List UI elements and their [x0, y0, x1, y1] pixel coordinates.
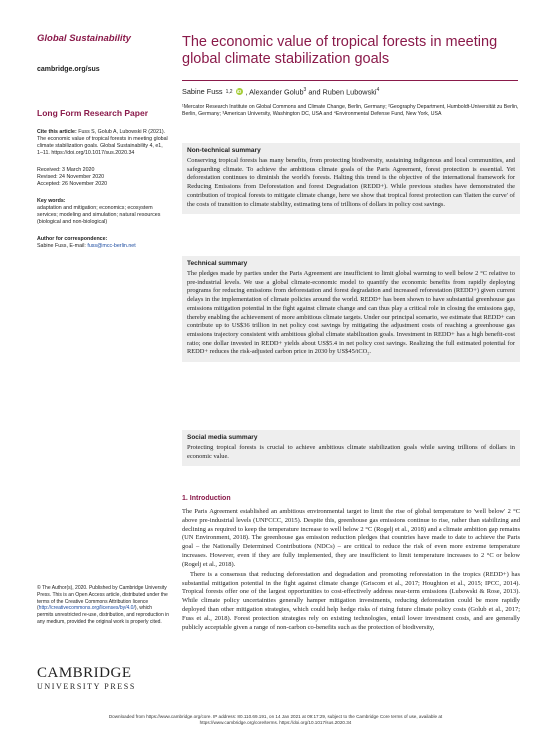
orcid-icon[interactable]: iD [236, 89, 242, 95]
author-line [182, 87, 522, 96]
license-prefix: © The Author(s), 2020. Published by Cambridge University Press. This is an Open Access article, distributed under the terms of the Creative Commons Attribution licence ( [37, 585, 168, 612]
paragraph: There is a consensus that reducing deforestation and degradation and promoting reforestation in the tropics (REDD+) has substantial mitigation potential in the fight against climate change (Griscom et al., 2017; Houghton et al., 2015; IPCC, 2014). Tropical forests offer one of the largest opportunities to cost-effectively address near-term emissions (Lubowski & Rose, 2013). While climate policy uncertainties generally hamper mitigation investments, reducing deforestation could be more rapidly deployed than other mitigation strategies, which could help hedge risks of rising future climate policy costs (Golub et al., 2017; Fuss et al., 2018). Forest protection strategies rely on existing technologies, entail lower investment costs, and are generally publicly acceptable given a range of non-carbon co-benefits such as the protection of biodiversity, [182, 570, 520, 631]
technical-summary [182, 256, 520, 362]
revised-date: Revised: 24 November 2020 [37, 174, 105, 181]
footer-line-1: Downloaded from https://www.cambridge.org/core. IP address: 80.110.69.191, on 14 Jan 2021 at 09:17:29, subject to the Cambridge Core terms of use, available at [108, 714, 443, 719]
received-date: Received: 3 March 2020 [37, 167, 95, 174]
social-media-summary-heading: Social media summary [187, 434, 258, 441]
license-notice [37, 585, 169, 626]
author-name-2: , Alexander Golub [245, 87, 304, 97]
author-name-3: and Ruben Lubowski [306, 87, 377, 97]
author-affiliation-sup-2: 3 [303, 87, 307, 93]
author-name: Sabine Fuss [182, 87, 223, 97]
dates-block [37, 167, 169, 188]
publisher-logo [37, 666, 136, 691]
correspondence-line [37, 243, 169, 250]
social-media-summary [182, 430, 520, 466]
accepted-date: Accepted: 26 November 2020 [37, 181, 108, 188]
author-affiliation-sup: 1,2 [225, 88, 233, 95]
citation-block [37, 129, 169, 157]
affiliations: ¹Mercator Research Institute on Global Commons and Climate Change, Berlin, Germany; ²Geography Department, Humboldt-Universität zu Berlin, Berlin, Germany; ³American University, Washington DC, USA and ⁴Environmental Defense Fund, New York, USA [182, 104, 519, 118]
correspondence-email-link[interactable]: fuss@mcc-berlin.net [87, 243, 136, 250]
non-technical-summary-heading: Non-technical summary [187, 147, 261, 154]
technical-summary-heading: Technical summary [187, 260, 248, 267]
keywords-list: adaptation and mitigation; economics; ecosystem services; modeling and simulation; natural resources (biological and non-biological) [37, 205, 161, 226]
non-technical-summary [182, 143, 520, 214]
author-rest [246, 87, 380, 96]
logo-line-2: UNIVERSITY PRESS [37, 682, 136, 691]
download-footer [0, 714, 551, 727]
paragraph: The Paris Agreement established an ambitious environmental target to limit the rise of global temperature to 'well below' 2 °C above pre-industrial levels (UNFCCC, 2015). Despite this, greenhouse gas emissions continue to rise, rather than stabilizing and declining as required to keep the temperature increase to well below 2 °C (Rogelj et al., 2018) and a climate ambition gap remains (UN Environment, 2018). The greenhouse gas emission reduction pledges that countries have made to date to achieve the Paris goal – the Nationally Determined Contributions (NDCs) – are critical to reduce the risk of even more extreme temperature increases. However, even if they are fully implemented, they are insufficient to limit temperature increases to 2 °C or below (Rogelj et al., 2018). [182, 508, 520, 568]
article-sidebar [37, 108, 169, 260]
journal-site-link[interactable]: cambridge.org/sus [37, 66, 100, 73]
title-rule [182, 80, 518, 81]
keywords-label: Key words: [37, 198, 66, 205]
introduction-text [182, 508, 520, 634]
correspondence-name: Sabine Fuss, E-mail: [37, 243, 88, 250]
cite-text: Fuss S, Golub A, Lubowski R (2021). The economic value of tropical forests in meeting global climate stabilization goals. Global Sustainability 4, e1, 1–11. https://doi.org/10.1017/sus.2020.34 [37, 129, 168, 157]
keywords-block [37, 198, 169, 226]
technical-summary-body: The pledges made by parties under the Paris Agreement are insufficient to limit global warming to well below 2 °C relative to pre-industrial levels. We use a global climate-economic model to quantify the economic benefits from rapidly deploying programs for reducing emissions from deforestation and forest degradation and increased reforestation (REDD+) given current delays in the implementation of climate policies around the world. REDD+ has been shown to have substantial greenhouse gas emissions mitigation potential in the fight against climate change and can thus play a critical role in closing the emissions gap, thereby enabling the achievement of more ambitious climate targets. Under our principal scenario, we estimate that REDD+ can contribute up to US$36 trillion in net policy cost savings by mitigating the adjustment costs of reaching a greenhouse gas emissions trajectory consistent with ambitious global climate stabilization goals. Investment in REDD+ has a high benefit-cost ratio; one dollar invested in REDD+ yields about US$5.4 in net policy cost savings. Realizing the full estimated potential for REDD+ reduces the risk-adjusted carbon price in 2030 by US$45/tCO₂. [187, 270, 515, 356]
journal-name: Global Sustainability [37, 33, 131, 44]
correspondence-block [37, 236, 169, 250]
article-title: The economic value of tropical forests in meeting global climate stabilization goals [182, 34, 498, 67]
non-technical-summary-body: Conserving tropical forests has many benefits, from protecting biodiversity, sustaining indigenous and local communities, and safeguarding climate. To achieve the ambitious climate goals of the Paris Agreement, forest protection is essential. Yet deforestation continues to diminish the world's forests. Halting this trend is the objective of the international framework for Reducing Emissions from Deforestation and forest Degradation (REDD+). While previous studies have demonstrated the contribution of tropical forests to mitigate climate change, here we show that tropical forest protection can 'flatten the curve' of the costs of transition to climate stability, estimating tens of trillions of dollars in policy cost savings. [187, 157, 515, 208]
license-suffix: ), which permits unrestricted re-use, distribution, and reproduction in any medium, provided the original work is properly cited. [37, 605, 170, 625]
social-media-summary-body: Protecting tropical forests is crucial to achieve ambitious climate stabilization goals while saving trillions of dollars in economic value. [187, 444, 515, 460]
footer-line-2: https://www.cambridge.org/core/terms. https://doi.org/10.1017/sus.2020.34 [199, 720, 352, 726]
logo-line-1: CAMBRIDGE [37, 665, 132, 681]
section-heading: 1. Introduction [182, 495, 231, 502]
license-link[interactable]: http://creativecommons.org/licenses/by/4.0/ [38, 605, 135, 612]
author-affiliation-sup-3: 4 [376, 87, 380, 93]
cite-label: Cite this article: [37, 129, 77, 136]
article-type: Long Form Research Paper [37, 108, 149, 118]
correspondence-label: Author for correspondence: [37, 236, 108, 243]
